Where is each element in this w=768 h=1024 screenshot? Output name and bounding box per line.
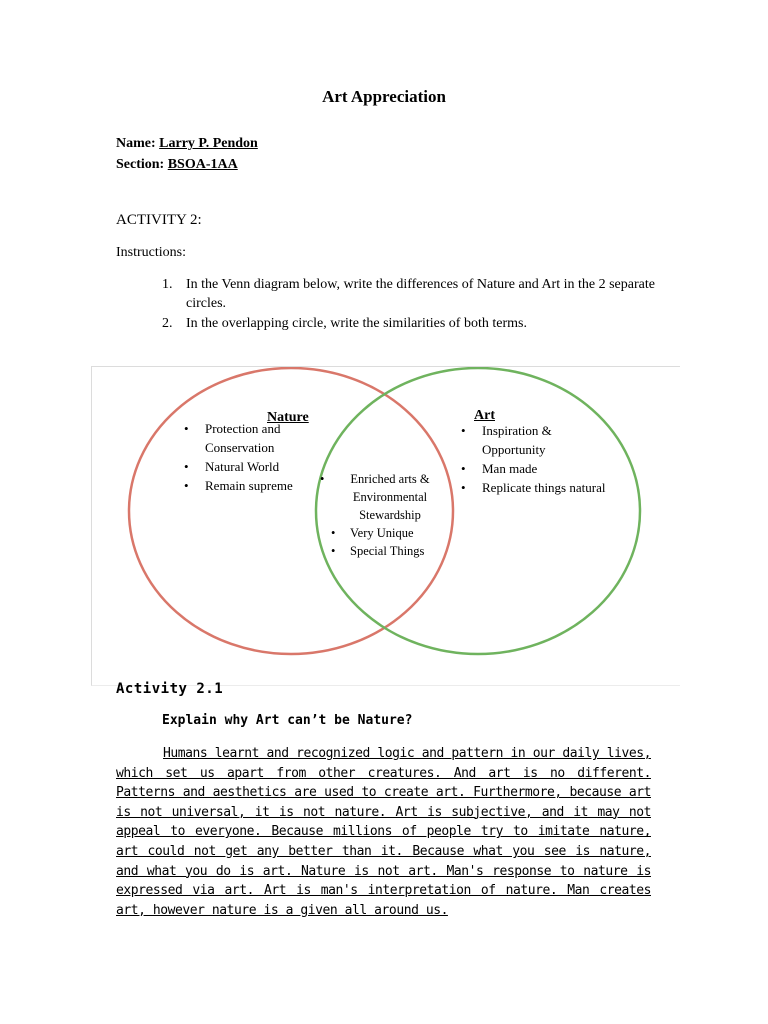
nature-list [181, 419, 331, 495]
instruction-text: In the Venn diagram below, write the differences of Nature and Art in the 2 separate circles. [186, 277, 655, 311]
overlap-item: • Very Unique [328, 524, 446, 542]
page-title: Art Appreciation [322, 87, 446, 106]
activity-heading: ACTIVITY 2: [116, 212, 202, 228]
instructions-label: Instructions: [116, 245, 186, 260]
activity-2-1-heading: Activity 2.1 [116, 681, 224, 697]
instruction-item [162, 275, 662, 313]
overlap-list [320, 524, 446, 560]
section-label: Section: [116, 157, 165, 172]
art-title: Art [474, 408, 495, 423]
art-item: • Inspiration & Opportunity [458, 421, 608, 459]
question: Explain why Art can’t be Nature? [162, 713, 413, 728]
section-row [116, 157, 238, 173]
instruction-number: 1. [162, 277, 173, 292]
name-value: Larry P. Pendon [159, 136, 258, 151]
nature-item: • Remain supreme [181, 476, 331, 495]
overlap-area [320, 470, 446, 560]
nature-item: • Protection and Conservation [181, 419, 331, 457]
nature-item: • Natural World [181, 457, 331, 476]
art-item: • Man made [458, 459, 608, 478]
bullet-icon: • [320, 472, 325, 486]
instruction-number: 2. [162, 316, 173, 331]
overlap-first-item [320, 470, 446, 524]
section-value: BSOA-1AA [167, 157, 238, 172]
art-item: • Replicate things natural [458, 478, 608, 497]
nature-title: Nature [267, 410, 309, 425]
instruction-item [162, 314, 662, 333]
answer-paragraph: Humans learnt and recognized logic and pattern in our daily lives, which set us apart from other creatures. And art is no different. Patterns and aesthetics are used to create art. Furthermore, because art is not universal, it is not nature. Art is subjective, and it may not appeal to everyone. Because millions of people try to imitate nature, art could not get any better than it. Because what you see is nature, and what you do is art. Nature is not art. Man's response to nature is expressed via art. Art is man's interpretation of nature. Man creates art, however nature is a given all around us. [116, 746, 651, 918]
art-list [458, 421, 608, 497]
venn-diagram [91, 366, 680, 686]
overlap-first-text: Enriched arts & Environmental Stewardship [350, 472, 430, 522]
name-label: Name: [116, 136, 156, 151]
instruction-text: In the overlapping circle, write the similarities of both terms. [186, 316, 527, 331]
name-row [116, 136, 258, 152]
overlap-item: • Special Things [328, 542, 446, 560]
instructions-list [162, 275, 662, 334]
